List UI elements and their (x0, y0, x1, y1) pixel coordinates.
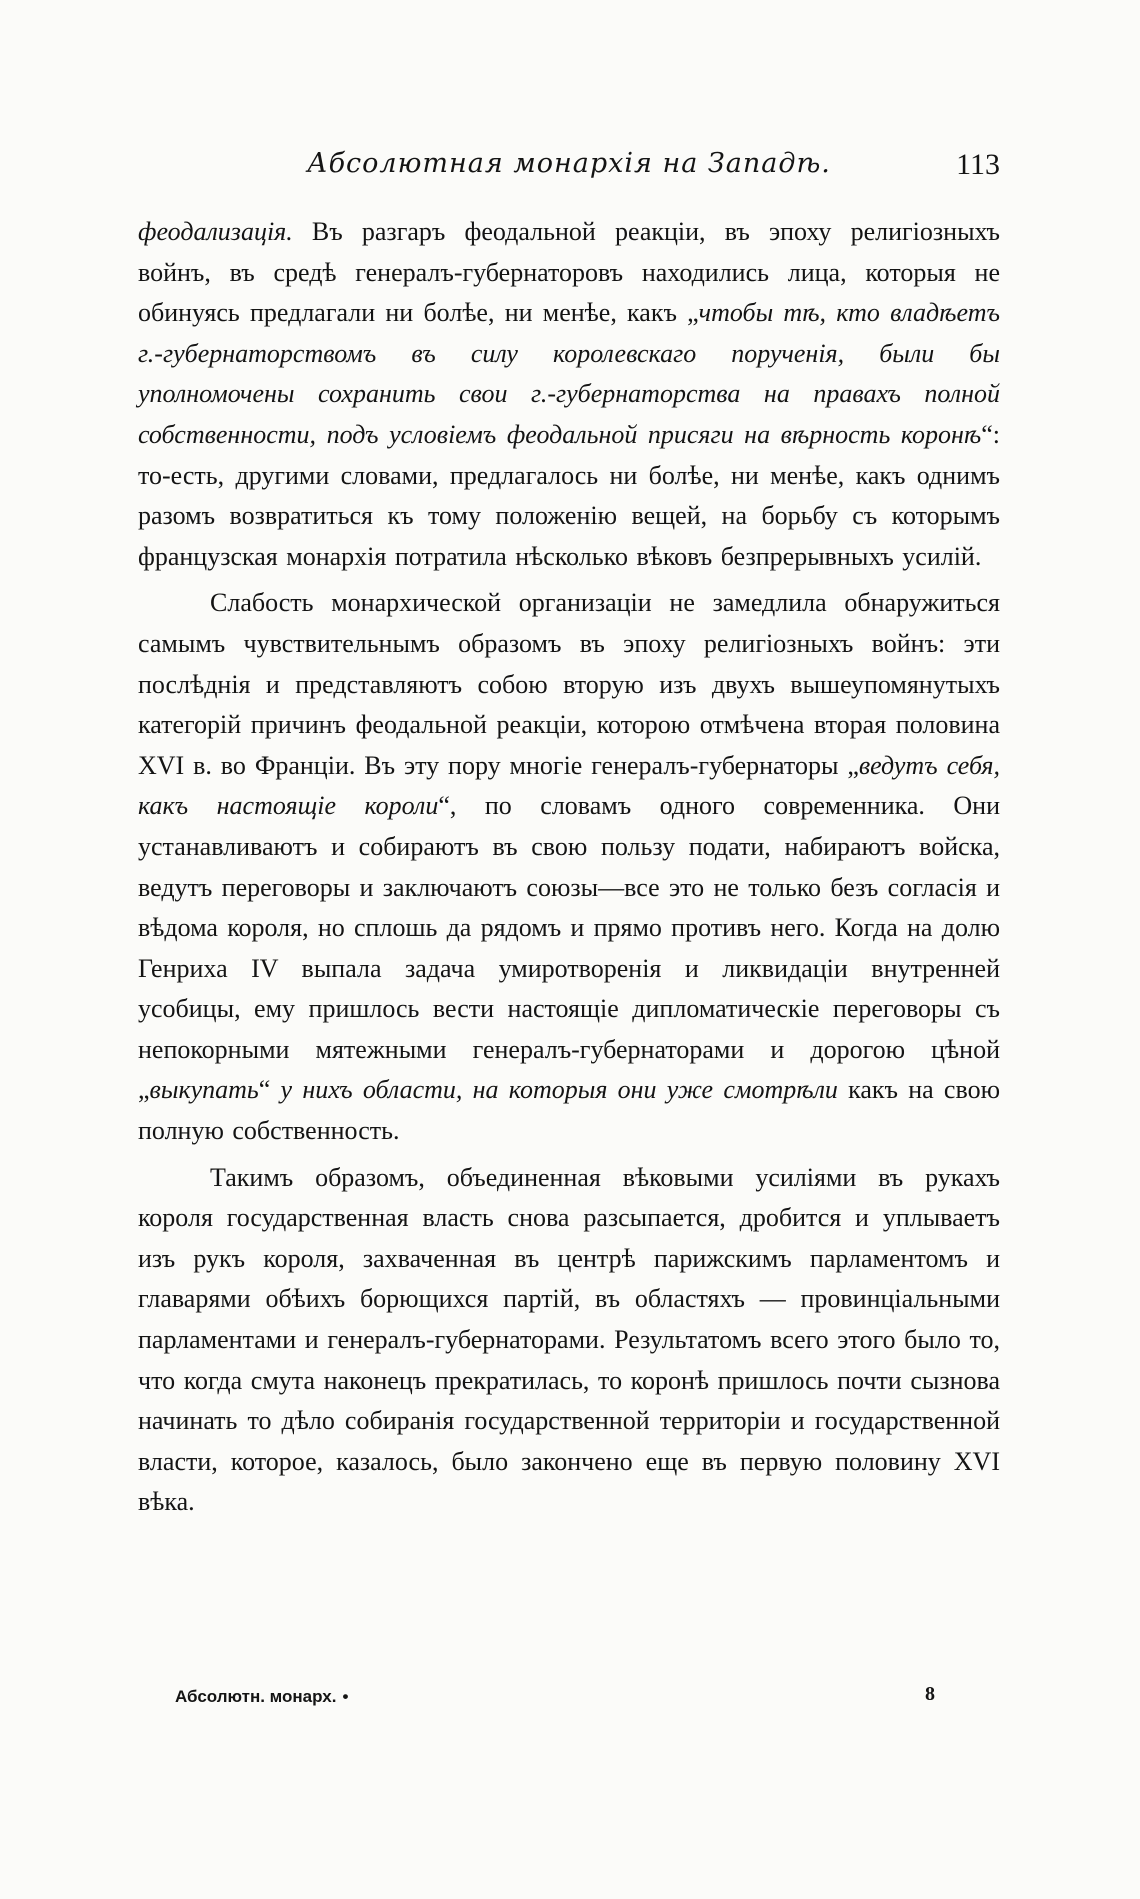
text-run: какъ на свою полную собственность. (138, 1075, 1000, 1146)
text-run: “ (258, 1075, 281, 1105)
text-run: выкупать (149, 1075, 259, 1105)
text-run: Въ разгаръ феодальной реакціи, въ эпоху религіозныхъ войнъ, въ средѣ генералъ-губернаторовъ находились лица, которыя не обинуясь предлагали ни болѣе, ни менѣе, какъ „ (138, 217, 1000, 328)
sheet-number: 8 (925, 1683, 935, 1705)
text-run: у нихъ области, на которыя они уже смотрѣли (280, 1075, 838, 1105)
page-footer (175, 1683, 935, 1713)
text-run: “: то-есть, другими словами, предлагалось ни болѣе, ни менѣе, какъ однимъ разомъ возвратиться къ тому положенію вещей, на борьбу съ которымъ французская монархія потратила нѣсколько вѣковъ безпрерывныхъ усилій. (138, 419, 1000, 571)
text-run: чтобы тѣ, кто владѣетъ г.-губернаторствомъ въ силу королевскаго порученія, были бы уполномочены сохранить свои г.-губернаторства на правахъ полной собственности, подъ условіемъ феодальной присяги на вѣрность коронѣ (138, 298, 1000, 449)
text-run: ведутъ себя, какъ настоящіе короли (138, 750, 1000, 821)
text-run: Такимъ образомъ, объединенная вѣковыми усиліями въ рукахъ короля государственная власть снова разсыпается, дробится и уплываетъ изъ рукъ короля, захваченная въ центрѣ парижскимъ парламентомъ и главарями обѣихъ борющихся партій, въ областяхъ — провинціальными парламентами и генералъ-губернаторами. Результатомъ всего этого было то, что когда смута наконецъ прекратилась, то коронѣ пришлось почти сызнова начинать то дѣло собиранія государственной территоріи и государственной власти, которое, казалось, было закончено еще въ первую половину XVI вѣка. (138, 1162, 1000, 1517)
signature-mark: Абсолютн. монарх. • (175, 1687, 349, 1706)
text-run: “, по словамъ одного современника. Они устанавливаютъ и собираютъ въ свою пользу подати, набираютъ войска, ведутъ переговоры и заключаютъ союзы—все это не только безъ согласія и вѣдома короля, но сплошь да рядомъ и прямо противъ него. Когда на долю Генриха IV выпала задача умиротворенія и ликвидаціи внутренней усобицы, ему пришлось вести настоящіе дипломатическіе переговоры съ непокорными мятежными генералъ-губернаторами и дорогою цѣной „ (138, 791, 1000, 1105)
body-text (138, 212, 1000, 1523)
paragraph-3 (138, 1158, 1000, 1523)
running-title: Абсолютная монархія на Западѣ. (307, 148, 831, 179)
bullet-mark: • (342, 1687, 349, 1706)
text-run: Слабость монархической организаціи не замедлила обнаружиться самымъ чувствительнымъ образомъ въ эпоху религіозныхъ войнъ: эти послѣднія и представляютъ собою вторую изъ двухъ вышеупомянутыхъ категорій причинъ феодальной реакціи, которою отмѣчена вторая половина XVI в. во Франціи. Въ эту пору многіе генералъ-губернаторы „ (138, 588, 1000, 780)
page-number: 113 (956, 148, 1000, 181)
text-run: феодализація. (138, 217, 293, 246)
paragraph-1 (138, 212, 1000, 577)
page-header (138, 148, 1000, 188)
paragraph-2 (138, 583, 1000, 1151)
